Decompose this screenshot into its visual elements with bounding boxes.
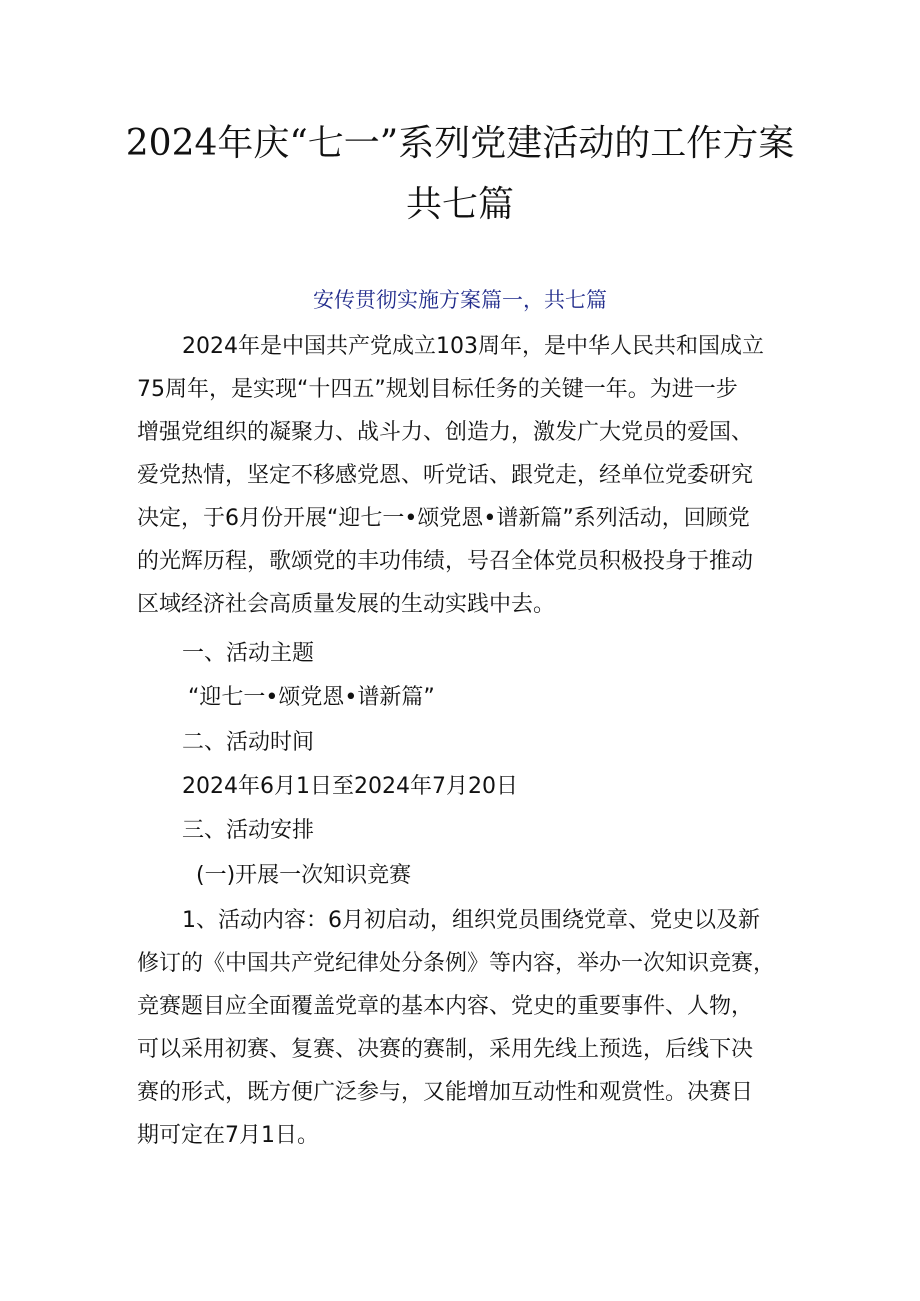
section-content-time: 2024年6月1日至2024年7月20日 [182,774,518,799]
quiz-paragraph-line: 竞赛题目应全面覆盖党章的基本内容、党史的重要事件、人物， [137,994,754,1019]
intro-paragraph-line: 2024年是中国共产党成立103周年，是中华人民共和国成立 [182,334,764,359]
section-content-theme: “迎七一•颂党恩•谱新篇” [188,685,435,710]
intro-paragraph-line: 决定，于6月份开展“迎七一•颂党恩•谱新篇”系列活动，回顾党 [137,506,750,531]
intro-paragraph-line: 的光辉历程，歌颂党的丰功伟绩，号召全体党员积极投身于推动 [137,549,754,574]
quiz-paragraph-line: 可以采用初赛、复赛、决赛的赛制，采用先线上预选，后线下决 [137,1037,754,1062]
intro-paragraph-line: 区域经济社会高质量发展的生动实践中去。 [137,592,556,617]
document-title-line-1: 2024年庆“七一”系列党建活动的工作方案 [125,123,795,164]
document-title-line-2: 共七篇 [405,184,514,225]
intro-paragraph-line: 爱党热情，坚定不移感党恩、听党话、跟党走，经单位党委研究 [137,463,754,488]
section-heading-arrangement: 三、活动安排 [182,818,315,843]
quiz-paragraph-line: 期可定在7月1日。 [137,1123,319,1148]
intro-paragraph-line: 增强党组织的凝聚力、战斗力、创造力，激发广大党员的爱国、 [137,420,754,445]
document-subtitle: 安传贯彻实施方案篇一，共七篇 [313,288,607,312]
quiz-paragraph-line: 修订的《中国共产党纪律处分条例》等内容，举办一次知识竞赛， [137,951,776,976]
intro-paragraph-line: 75周年，是实现“十四五”规划目标任务的关键一年。为进一步 [137,377,738,402]
subsection-heading-quiz: (一)开展一次知识竞赛 [196,863,412,888]
section-heading-theme: 一、活动主题 [182,641,315,666]
quiz-paragraph-line: 1、活动内容：6月初启动，组织党员围绕党章、党史以及新 [182,908,760,933]
section-heading-time: 二、活动时间 [182,730,315,755]
quiz-paragraph-line: 赛的形式，既方便广泛参与，又能增加互动性和观赏性。决赛日 [137,1080,754,1105]
